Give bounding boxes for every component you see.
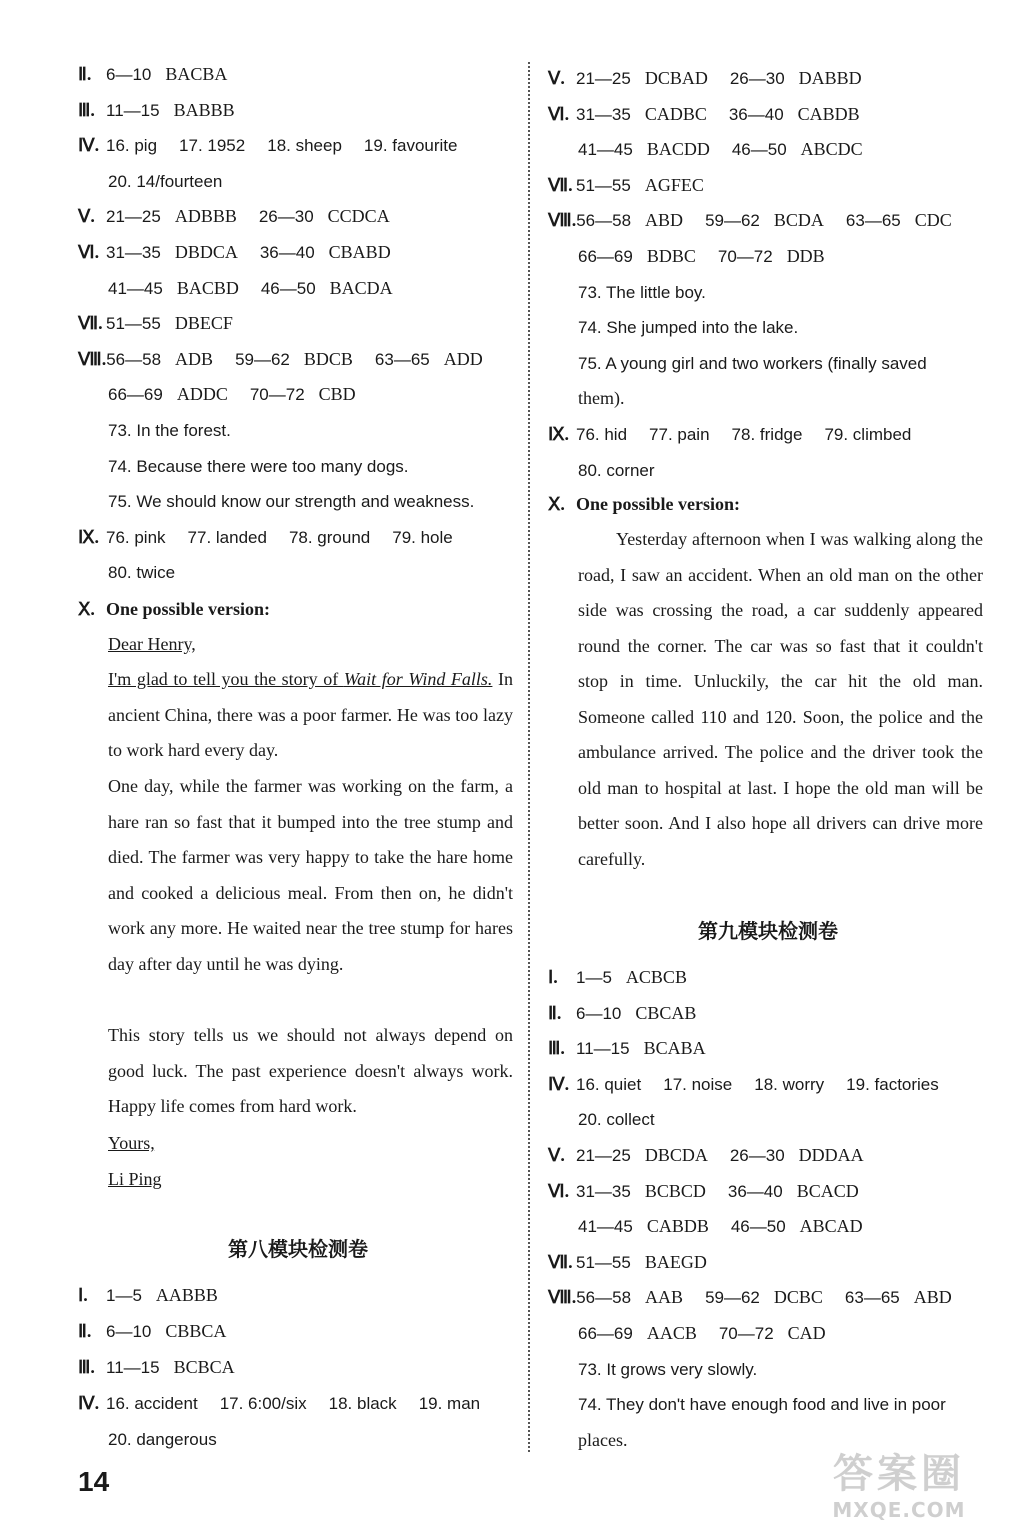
answer-text: BCABA — [643, 1038, 706, 1059]
answer-text: 19. man — [418, 1394, 481, 1413]
answer-text: 19. factories — [846, 1074, 939, 1094]
answer-text: 31—35 — [106, 243, 161, 262]
answer-text: 21—25 — [106, 207, 161, 227]
answer-line — [548, 103, 860, 126]
page-number: 14 — [78, 1466, 110, 1497]
answer-line — [78, 1356, 235, 1379]
answer-text: ADBBB — [174, 206, 237, 227]
answer-text: CBCAB — [635, 1002, 697, 1023]
answer-text: 51—55 — [576, 1252, 631, 1272]
answer-line — [578, 245, 825, 268]
answer-line — [548, 1002, 696, 1025]
module-9-heading: 第九模块检测卷 — [698, 919, 838, 943]
greeting-text: Dear Henry, — [108, 634, 196, 654]
essay-paragraph: Yesterday afternoon when I was walking along the road, I saw an accident. When an old man on the other side was crossing the road, a car suddenly appeared round the corner. The car was so fast that it couldn't stop in time. Unluckily, the car hit the old man. Someone called 110 and 120. Soon, the police and the ambulance arrived. The police and the driver took the old man to hospital at last. I hope the old man will be better soon. And I also hope all drivers can drive more carefully. — [578, 529, 983, 869]
answer-text: 19. favourite — [363, 136, 458, 156]
answer-text: CABDB — [646, 1216, 709, 1237]
answer-text: 17. 1952 — [179, 136, 246, 156]
answer-text: BDBC — [646, 246, 696, 266]
answer-text: 56—58 — [576, 211, 632, 231]
left-writing-header — [78, 598, 270, 620]
answer-text: CABDB — [797, 103, 860, 124]
answer-text: 59—62 — [705, 211, 760, 231]
answer-text: DCBC — [773, 1287, 823, 1308]
answer-line — [578, 1322, 826, 1345]
answer-text: DCBAD — [644, 68, 708, 88]
answer-text: DABBD — [798, 68, 862, 88]
answer-text: CBBCA — [165, 1321, 227, 1341]
answer-text: BCACD — [796, 1180, 859, 1201]
answer-text: CBABD — [328, 242, 391, 262]
section-label: Ⅸ. — [548, 424, 570, 444]
answer-line — [78, 1392, 480, 1415]
answer-text: 1—5 — [576, 968, 612, 987]
answer-text: 66—69 — [108, 385, 163, 405]
section-label: Ⅴ. — [78, 206, 95, 227]
section-label: Ⅱ. — [78, 1321, 92, 1341]
answer-text: AACB — [646, 1323, 697, 1343]
answer-text: 70—72 — [718, 1324, 774, 1343]
answer-text: CBD — [318, 384, 356, 405]
answer-text: 74. They don't have enough food and live in poor — [578, 1395, 946, 1415]
section-label: Ⅳ. — [78, 1393, 100, 1413]
answer-line — [578, 1358, 757, 1381]
letter-paragraph-2: One day, while the farmer was working on the farm, a hare ran so fast that it bumped into the tree stump and died. The farmer was very happy to take the hare home and cooked a delicious meal. From then on, he didn't work any more. He waited near the tree stump for hares day after day until he was dying. — [108, 776, 513, 974]
answer-text: 6—10 — [106, 1322, 152, 1341]
answer-text: 36—40 — [259, 243, 315, 262]
answer-text: 59—62 — [235, 349, 290, 369]
answer-text: 77. landed — [187, 527, 267, 547]
answer-text: 18. black — [328, 1394, 397, 1413]
letter-paragraph-1 — [108, 662, 513, 769]
answer-text: 26—30 — [258, 207, 314, 227]
watermark-title: 答案圈 — [833, 1451, 965, 1497]
closing-text: Yours, — [108, 1133, 155, 1153]
answer-line — [548, 1286, 952, 1309]
answer-text: ADD — [443, 348, 483, 369]
answer-text: BABBB — [173, 99, 235, 120]
section-label: Ⅵ. — [548, 1180, 570, 1201]
answer-line — [548, 966, 687, 989]
answer-line — [578, 316, 798, 339]
answer-text: CDC — [914, 210, 952, 231]
answer-text: 63—65 — [374, 349, 430, 369]
answer-text: 59—62 — [705, 1288, 760, 1308]
letter-intro-rest: In ancient China, there was a poor farmer. He was too lazy to work hard every day. — [108, 669, 513, 760]
answer-text: DDDAA — [798, 1145, 864, 1165]
answer-text: 70—72 — [249, 385, 305, 405]
section-label: Ⅳ. — [548, 1073, 570, 1094]
section-label: Ⅰ. — [78, 1285, 88, 1305]
answer-line — [108, 170, 222, 193]
section-label: Ⅲ. — [78, 99, 95, 120]
answer-text: 16. quiet — [576, 1074, 642, 1094]
answer-text: 41—45 — [578, 140, 633, 160]
answer-line — [78, 1284, 218, 1307]
answer-text: 36—40 — [728, 104, 784, 124]
answer-text: DBDCA — [174, 242, 238, 262]
answer-text: 66—69 — [578, 1324, 633, 1343]
answer-text: 46—50 — [730, 1217, 786, 1237]
answer-text: 18. sheep — [267, 136, 342, 156]
answer-text: 17. 6:00/six — [219, 1394, 307, 1413]
answer-text: DDB — [786, 246, 825, 266]
section-label: Ⅱ. — [548, 1002, 562, 1023]
watermark-url: MXQE.COM — [832, 1498, 966, 1522]
answer-text: 73. In the forest. — [108, 421, 231, 440]
answer-text: 74. Because there were too many dogs. — [108, 456, 409, 476]
letter-closing — [108, 1132, 155, 1154]
answer-text: 21—25 — [576, 69, 631, 88]
answer-line — [78, 1320, 226, 1343]
answer-text: 79. hole — [392, 527, 453, 547]
answer-line — [578, 1393, 946, 1416]
answer-text: 41—45 — [108, 278, 163, 298]
module-8-heading: 第八模块检测卷 — [228, 1237, 368, 1261]
section-label: Ⅱ. — [78, 64, 92, 84]
answer-text: 79. climbed — [824, 425, 912, 444]
answer-text: 56—58 — [106, 349, 162, 369]
answer-line — [548, 1144, 864, 1167]
answer-line — [548, 174, 704, 197]
site-watermark — [804, 1450, 994, 1530]
answer-text: 26—30 — [729, 69, 785, 88]
answer-text: 16. accident — [106, 1394, 198, 1413]
answer-text: 6—10 — [106, 65, 152, 84]
answer-line — [78, 63, 227, 86]
section-label: Ⅷ. — [548, 210, 577, 231]
answer-text: CADBC — [644, 103, 707, 124]
answer-text: 70—72 — [717, 247, 773, 266]
section-label: Ⅷ. — [78, 348, 107, 369]
section-label: Ⅶ. — [78, 313, 103, 334]
answer-text: ABD — [913, 1287, 952, 1308]
answer-text: BACBD — [176, 277, 239, 298]
answer-text: 73. It grows very slowly. — [578, 1359, 758, 1379]
answer-text: 63—65 — [845, 211, 901, 231]
section-label: Ⅴ. — [548, 68, 565, 88]
answer-line — [108, 455, 409, 478]
answer-text: 51—55 — [576, 175, 631, 195]
answer-line — [578, 1108, 655, 1131]
answer-line — [78, 348, 483, 371]
answer-text: 11—15 — [106, 1358, 160, 1377]
answer-line — [108, 561, 175, 584]
answer-text: 36—40 — [727, 1181, 783, 1201]
section-label: Ⅶ. — [548, 174, 573, 195]
answer-text: 31—35 — [576, 1181, 631, 1201]
answer-text: 21—25 — [576, 1146, 631, 1165]
answer-line — [78, 99, 235, 122]
answer-text: ABCAD — [799, 1216, 863, 1237]
answer-text: 20. collect — [578, 1110, 655, 1130]
answer-text: BACDD — [646, 139, 710, 160]
section-label: Ⅸ. — [78, 526, 100, 547]
answer-text: 17. noise — [663, 1074, 733, 1094]
answer-text: 41—45 — [578, 1217, 633, 1237]
answer-text: BAEGD — [644, 1251, 707, 1272]
answer-text: BCBCD — [644, 1180, 706, 1201]
answer-line — [108, 277, 393, 300]
answer-text: BACDA — [329, 277, 393, 298]
answer-line — [548, 1073, 939, 1096]
answer-text: 63—65 — [844, 1288, 900, 1308]
answer-line — [548, 1180, 859, 1203]
answer-line — [578, 281, 706, 304]
answer-text: 76. pink — [106, 527, 166, 547]
answer-text: AGFEC — [644, 174, 704, 195]
writing-title: One possible version: — [576, 494, 741, 514]
answer-text: 26—30 — [729, 1146, 785, 1165]
writing-title: One possible version: — [106, 599, 271, 619]
answer-text: 46—50 — [260, 278, 316, 298]
section-label: Ⅳ. — [78, 135, 100, 156]
answer-line — [548, 423, 911, 446]
answer-text: DBCDA — [644, 1145, 708, 1165]
answer-text: 78. ground — [288, 527, 371, 547]
answer-line — [578, 459, 655, 482]
answer-text: 78. fridge — [731, 425, 803, 444]
answer-line — [548, 67, 862, 90]
answer-line — [108, 383, 356, 406]
answer-text: 75. A young girl and two workers (finally saved — [578, 353, 927, 373]
right-writing-header — [548, 493, 740, 515]
section-label: Ⅰ. — [548, 967, 558, 987]
answer-text: AAB — [645, 1287, 684, 1308]
answer-text: 6—10 — [576, 1003, 622, 1023]
section-label: Ⅵ. — [548, 103, 570, 124]
answer-line — [578, 1215, 863, 1238]
answer-text: BDCB — [303, 348, 353, 369]
answer-text: DBECF — [174, 313, 233, 334]
letter-paragraph-3: This story tells us we should not always depend on good luck. The past experience doesn't always work. Happy life comes from hard work. — [108, 1025, 513, 1116]
answer-text: 75. We should know our strength and weakness. — [108, 492, 475, 512]
answer-text: 18. worry — [754, 1074, 825, 1094]
answer-text: 1—5 — [106, 1286, 142, 1305]
answer-text: 46—50 — [731, 140, 787, 160]
story-title: Wait for Wind Falls. — [343, 669, 493, 689]
answer-text: 76. hid — [576, 425, 628, 444]
answer-text: ADDC — [176, 384, 228, 405]
answer-line — [578, 387, 625, 409]
section-label: Ⅶ. — [548, 1251, 573, 1272]
answer-line — [78, 205, 390, 228]
answer-line — [108, 419, 231, 442]
answer-text: ADB — [175, 348, 214, 369]
answer-line — [548, 1037, 706, 1060]
answer-text: 80. corner — [578, 460, 655, 480]
answer-text: 80. twice — [108, 563, 176, 583]
answer-text: 77. pain — [649, 425, 710, 444]
section-label: Ⅲ. — [548, 1038, 565, 1059]
answer-line — [578, 1429, 627, 1451]
answer-text: 20. 14/fourteen — [108, 171, 223, 191]
answer-text: ACBCB — [625, 967, 687, 987]
section-label: Ⅵ. — [78, 242, 100, 262]
answer-text: 20. dangerous — [108, 1430, 217, 1449]
answer-text: AABBB — [155, 1285, 218, 1305]
answer-text: 73. The little boy. — [578, 282, 706, 302]
answer-line — [78, 526, 453, 549]
section-label: Ⅹ. — [548, 494, 565, 514]
answer-line — [78, 241, 391, 264]
answer-text: BCBCA — [173, 1357, 235, 1377]
section-label: Ⅹ. — [78, 599, 95, 619]
answer-text: 66—69 — [578, 247, 633, 266]
answer-text: them). — [578, 388, 625, 409]
answer-line — [548, 209, 952, 232]
section-label: Ⅷ. — [548, 1287, 577, 1308]
letter-signature — [108, 1168, 162, 1190]
answer-text: 11—15 — [106, 100, 160, 120]
answer-text: 31—35 — [576, 104, 631, 124]
signature-text: Li Ping — [108, 1169, 162, 1189]
section-label: Ⅲ. — [78, 1357, 95, 1377]
answer-text: BACBA — [165, 64, 228, 84]
answer-text: BCDA — [773, 210, 824, 231]
answer-line — [578, 138, 863, 161]
letter-greeting — [108, 633, 196, 655]
section-label: Ⅴ. — [548, 1145, 565, 1165]
answer-text: 56—58 — [576, 1288, 632, 1308]
answer-line — [108, 490, 474, 513]
answer-text: ABD — [645, 210, 684, 231]
answer-text: places. — [578, 1429, 628, 1450]
answer-text: 11—15 — [576, 1039, 630, 1059]
answer-line — [548, 1251, 707, 1274]
letter-intro-underlined: I'm glad to tell you the story of — [108, 669, 344, 689]
answer-text: CAD — [787, 1323, 826, 1343]
answer-line — [578, 352, 927, 375]
answer-text: 51—55 — [106, 314, 161, 334]
answer-text: CCDCA — [327, 206, 390, 227]
column-divider — [528, 62, 530, 1452]
answer-line — [108, 1428, 217, 1451]
answer-line — [78, 134, 457, 157]
answer-line — [78, 312, 233, 335]
answer-text: 16. pig — [106, 136, 158, 156]
answer-text: ABCDC — [800, 139, 863, 160]
answer-text: 74. She jumped into the lake. — [578, 318, 799, 338]
